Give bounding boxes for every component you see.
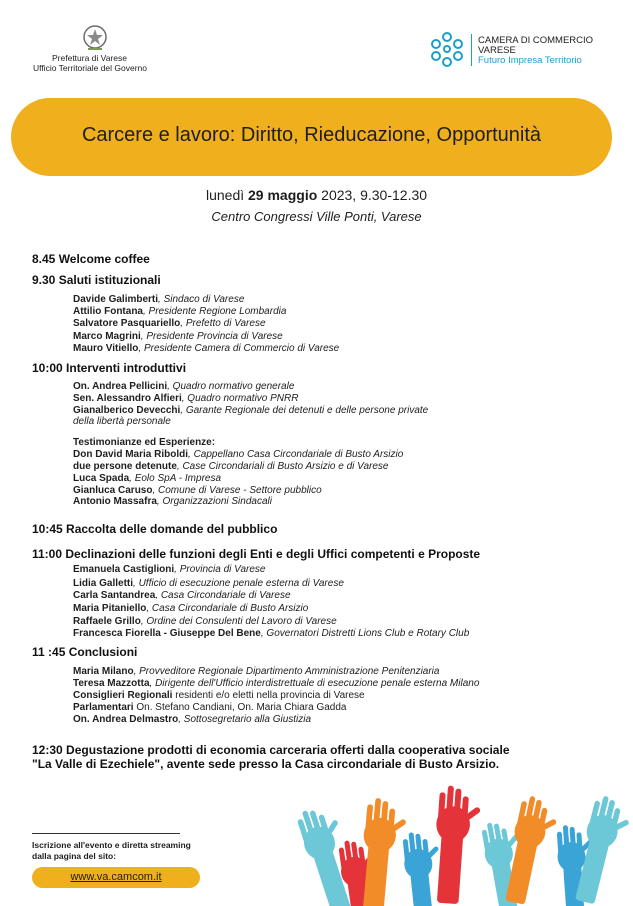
- event-year-time: 2023, 9.30-12.30: [321, 187, 428, 203]
- footer-divider: [32, 833, 180, 834]
- italian-republic-emblem-icon: [82, 24, 108, 52]
- logo-divider: [471, 34, 472, 66]
- program-row: Sen. Alessandro Alfieri, Quadro normativo PNRR: [73, 393, 299, 404]
- event-title: Carcere e lavoro: Diritto, Rieducazione, Opportunità: [81, 124, 542, 146]
- camera-city: VARESE: [478, 45, 516, 56]
- program-row: Carla Santandrea, Casa Circondariale di Varese: [73, 590, 291, 601]
- testimonianze-heading: Testimonianze ed Esperienze:: [73, 437, 216, 448]
- program-row: On. Andrea Delmastro, Sottosegretario alla Giustizia: [73, 714, 312, 725]
- degustazione-line-2: "La Valle di Ezechiele", avente sede presso la Casa circondariale di Busto Arsizio.: [32, 757, 500, 771]
- program-row: Salvatore Pasquariello, Prefetto di Varese: [73, 318, 266, 329]
- raccolta-heading: 10:45 Raccolta delle domande del pubblico: [32, 522, 278, 536]
- program-row: Davide Galimberti, Sindaco di Varese: [73, 294, 245, 305]
- program-row: Francesca Fiorella - Giuseppe Del Bene, Governatori Distretti Lions Club e Rotary Club: [73, 628, 470, 639]
- event-venue: Centro Congressi Ville Ponti, Varese: [211, 209, 422, 224]
- camera-tagline: Futuro Impresa Territorio: [478, 55, 582, 66]
- welcome-heading: 8.45 Welcome coffee: [32, 252, 150, 266]
- website-link[interactable]: www.va.camcom.it: [70, 871, 162, 883]
- program-row: Emanuela Castiglioni, Provincia di Varese: [73, 564, 266, 575]
- program-row: Antonio Massafra, Organizzazioni Sindacali: [73, 496, 272, 507]
- saluti-heading: 9.30 Saluti istituzionali: [32, 273, 161, 287]
- degustazione-line-1: 12:30 Degustazione prodotti di economia carceraria offerti dalla cooperativa sociale: [32, 743, 510, 757]
- raised-hands-illustration: [290, 780, 633, 906]
- event-day: lunedì: [205, 187, 245, 203]
- conclusioni-heading: 11 :45 Conclusioni: [32, 645, 138, 659]
- registration-text-2: dalla pagina del sito:: [32, 851, 117, 861]
- program-row: Gianluca Caruso, Comune di Varese - Settore pubblico: [73, 485, 322, 496]
- program-row: Maria Pitaniello, Casa Circondariale di Busto Arsizio: [73, 603, 309, 614]
- registration-text: Iscrizione all'evento e diretta streaming: [32, 840, 191, 850]
- declinazioni-heading: 11:00 Declinazioni delle funzioni degli Enti e degli Uffici competenti e Proposte: [32, 547, 481, 561]
- prefettura-name: Prefettura di Varese: [52, 53, 127, 63]
- program-row: Maria Milano, Provveditore Regionale Dipartimento Amministrazione Penitenziaria: [73, 666, 440, 677]
- program-row: Luca Spada, Eolo SpA - Impresa: [73, 473, 222, 484]
- program-row: Attilio Fontana, Presidente Regione Lombardia: [73, 306, 287, 317]
- program-row: Lidia Galletti, Ufficio di esecuzione penale esterna di Varese: [73, 578, 344, 589]
- program-row: Marco Magrini, Presidente Provincia di Varese: [73, 331, 283, 342]
- program-row: Parlamentari On. Stefano Candiani, On. Maria Chiara Gadda: [73, 702, 347, 713]
- program-row-continuation: della libertà personale: [73, 416, 171, 427]
- camera-name: CAMERA DI COMMERCIO: [478, 35, 594, 46]
- event-date: [0, 187, 633, 203]
- program-row: due persone detenute, Case Circondariali di Busto Arsizio e di Varese: [73, 461, 389, 472]
- program-row: Gianalberico Devecchi, Garante Regionale dei detenuti e delle persone private: [73, 405, 429, 416]
- program-row: Raffaele Grillo, Ordine dei Consulenti del Lavoro di Varese: [73, 616, 337, 627]
- program-row: On. Andrea Pellicini, Quadro normativo generale: [73, 381, 295, 392]
- program-row: Teresa Mazzotta, Dirigente dell'Ufficio interdistrettuale di esecuzione penale esterna Milano: [73, 678, 480, 689]
- program-row: Mauro Vitiello, Presidente Camera di Commercio di Varese: [73, 343, 340, 354]
- camera-commercio-logo-icon: [428, 31, 466, 67]
- program-row: Consiglieri Regionali residenti e/o eletti nella provincia di Varese: [73, 690, 365, 701]
- interventi-heading: 10:00 Interventi introduttivi: [32, 361, 187, 375]
- program-row: Don David Maria Riboldi, Cappellano Casa Circondariale di Busto Arsizio: [73, 449, 404, 460]
- prefettura-office: Ufficio Territoriale del Governo: [33, 63, 148, 73]
- event-date-bold: 29 maggio: [248, 187, 318, 203]
